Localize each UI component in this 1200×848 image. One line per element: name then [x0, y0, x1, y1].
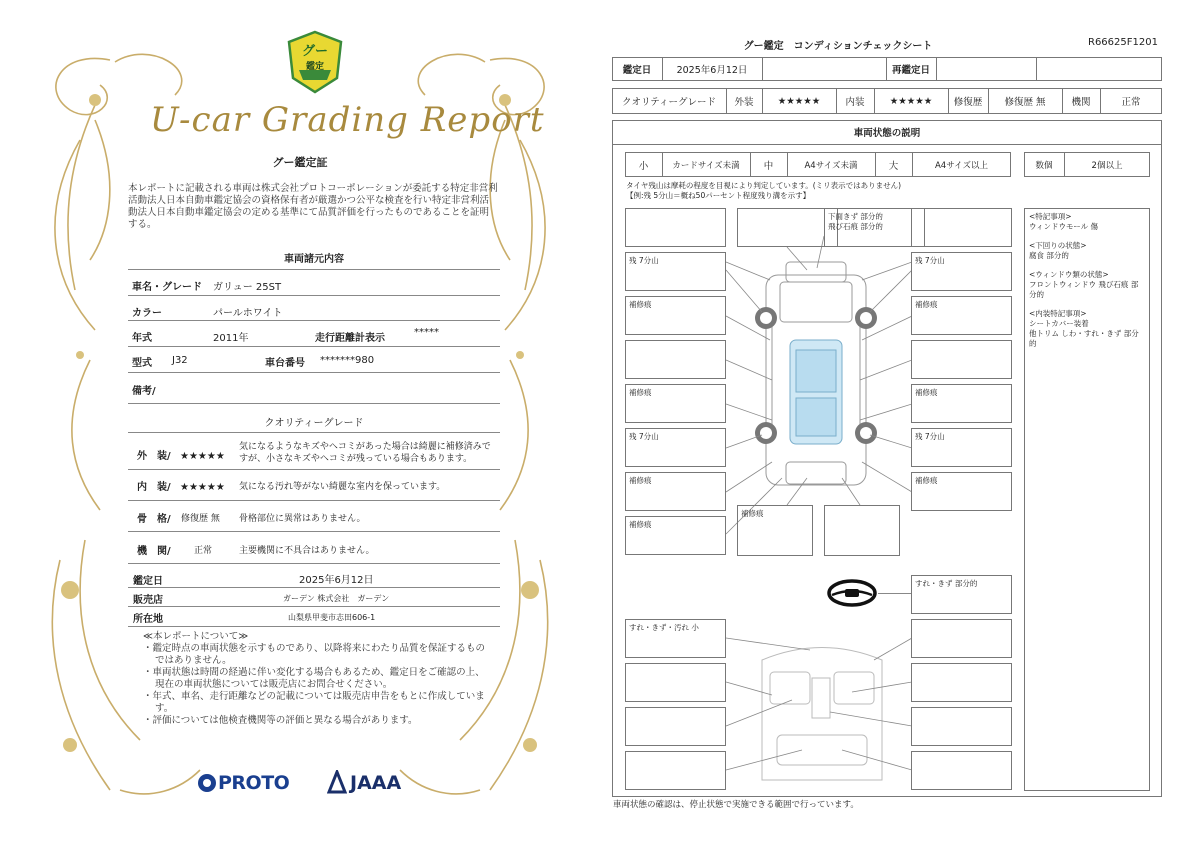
- condition-box: [625, 340, 726, 379]
- chassis-value: *******980: [320, 355, 375, 366]
- model-label: 型式: [132, 358, 152, 369]
- exterior-stars: ★★★★★: [180, 451, 225, 462]
- condition-box: [824, 505, 900, 556]
- sheet-id: R66625F1201: [1088, 37, 1158, 48]
- condition-box: 補修痕: [625, 472, 726, 511]
- note-heading: <下回りの状態>: [1029, 241, 1087, 250]
- condition-box: [625, 663, 726, 702]
- certificate-intro: 本レポートに記載される車両は株式会社プロトコーポレーションが委託する特定非営利活動法人日本自動車鑑定協会の資格保有者が厳選かつ公平な検査を行い特定非営利活動法人日本自動車鑑定協会の定める基準にて品質評価を行ったものであることを証明する。: [128, 183, 498, 230]
- proto-logo-icon: [196, 772, 218, 794]
- inspection-date-label: 鑑定日: [133, 576, 163, 587]
- note-heading: <ウィンドウ類の状態>: [1029, 270, 1109, 279]
- special-notes-panel: [1024, 208, 1150, 791]
- frame-value: 修復歴 無: [181, 514, 220, 524]
- frame-desc: 骨格部位に異常はありません。: [239, 514, 366, 524]
- condition-box: [625, 751, 726, 790]
- condition-box: 残 7分山: [911, 252, 1012, 291]
- badge-text-bottom: 鑑定: [305, 62, 324, 72]
- date-label: 鑑定日: [622, 65, 652, 76]
- note-line: 腐食 部分的: [1029, 251, 1069, 260]
- size-small-desc: カードサイズ未満: [672, 160, 740, 171]
- engine-label: 機関: [1071, 97, 1091, 108]
- jaaa-logo-icon: [327, 770, 347, 794]
- condition-box: [824, 208, 925, 247]
- condition-box: 補修痕: [911, 296, 1012, 335]
- mileage-value: *****: [414, 327, 439, 338]
- tire-note-1: タイヤ残山は摩耗の程度を目視により判定しています。(ミリ表示ではありません): [626, 181, 902, 190]
- mileage-label: 走行距離計表示: [315, 333, 385, 344]
- interior-stars: ★★★★★: [180, 482, 225, 493]
- frame-label: 骨 格/: [137, 514, 171, 525]
- condition-box: 補修痕: [625, 296, 726, 335]
- engine-desc: 主要機関に不具合はありません。: [239, 546, 375, 556]
- exterior-stars: ★★★★★: [777, 95, 821, 107]
- remarks-label: 備考/: [132, 386, 156, 397]
- note-heading: <特記事項>: [1029, 212, 1072, 221]
- box-text-line: 下面きず 部分的: [828, 212, 883, 221]
- condition-box: 補修痕: [737, 505, 813, 556]
- engine-label: 機 関/: [137, 546, 171, 557]
- sheet-title: グー鑑定 コンディションチェックシート: [743, 41, 933, 52]
- note-item: ・年式、車名、走行距離などの記載については販売店申告をもとに作成しています。: [143, 691, 485, 714]
- steering-wheel-icon: [826, 578, 878, 608]
- condition-box: すれ・きず 部分的: [911, 575, 1012, 614]
- size-small: 小: [638, 160, 649, 172]
- date-value: 2025年6月12日: [676, 65, 748, 76]
- exterior-label: 外 装/: [137, 451, 171, 462]
- tire-note-2: 【例:残 5分山＝概ね50パーセント程度残り溝を示す】: [626, 191, 811, 200]
- address-label: 所在地: [133, 614, 163, 625]
- inspection-date-value: 2025年6月12日: [299, 575, 374, 586]
- condition-box: 補修痕: [911, 472, 1012, 511]
- condition-box: [737, 208, 838, 247]
- exterior-desc: 気になるようなキズやヘコミがあった場合は綺麗に補修済みですが、小さなキズやヘコミが残っている場合もあります。: [239, 442, 491, 464]
- condition-box: [911, 619, 1012, 658]
- car-name-value: ガリュー 25ST: [213, 282, 282, 293]
- count-value: 2個以上: [1091, 160, 1123, 171]
- size-medium-desc: A4サイズ未満: [804, 160, 858, 171]
- notes-title: ≪本レポートについて≫: [143, 631, 249, 642]
- sheet-footer: 車両状態の確認は、停止状態で実施できる範囲で行っています。: [613, 800, 859, 810]
- quality-grade-label: クオリティーグレード: [621, 97, 717, 108]
- reinspect-value: [936, 57, 1036, 81]
- condition-box: [911, 340, 1012, 379]
- condition-box: 補修痕: [625, 516, 726, 555]
- note-item: ・車両状態は時間の経過に伴い変化する場合もあるため、鑑定日をご確認の上、現在の車両状態については販売店にお問合せください。: [143, 667, 485, 690]
- color-label: カラー: [132, 308, 162, 319]
- note-item: ・鑑定時点の車両状態を示すものであり、以降将来にわたり品質を保証するものではありません。: [143, 643, 486, 666]
- repair-history-value: 修復歴 無: [1004, 97, 1046, 108]
- spec-section-title: 車両諸元内容: [284, 254, 344, 265]
- car-name-label: 車名・グレード: [132, 282, 202, 293]
- condition-box: 補修痕: [911, 384, 1012, 423]
- interior-label: 内装: [845, 97, 865, 108]
- note-line: シートカバー装着: [1029, 319, 1089, 328]
- interior-label: 内 装/: [137, 482, 171, 493]
- reinspect-label: 再鑑定日: [891, 65, 930, 76]
- condition-box: すれ・きず・汚れ 小: [625, 619, 726, 658]
- badge-text-top: グー: [301, 44, 328, 59]
- model-value: J32: [172, 355, 188, 366]
- condition-box: [625, 208, 726, 247]
- condition-box: [911, 707, 1012, 746]
- year-value: 2011年: [213, 333, 249, 344]
- repair-history-label: 修復歴: [953, 97, 983, 108]
- interior-desc: 気になる汚れ等がない綺麗な室内を保っています。: [239, 482, 446, 492]
- note-item: ・評価については他検査機関等の評価と異なる場合があります。: [143, 715, 418, 726]
- condition-box: 残 7分山: [625, 252, 726, 291]
- chassis-label: 車台番号: [265, 358, 305, 369]
- note-line: フロントウィンドウ 飛び石痕 部分的: [1029, 280, 1139, 299]
- note-line: ウィンドウモール 傷: [1029, 222, 1098, 231]
- condition-box: [911, 208, 1012, 247]
- size-medium: 中: [763, 160, 774, 172]
- proto-logo: PROTO: [218, 772, 290, 794]
- engine-value: 正常: [1121, 97, 1141, 108]
- count-label: 数個: [1035, 160, 1053, 171]
- condition-box: [911, 751, 1012, 790]
- note-line: 他トリム しわ・すれ・きず 部分的: [1029, 329, 1139, 348]
- size-large-desc: A4サイズ以上: [934, 160, 989, 171]
- size-large: 大: [888, 160, 899, 172]
- condition-box: [625, 707, 726, 746]
- condition-title: 車両状態の説明: [853, 128, 921, 139]
- interior-stars: ★★★★★: [889, 95, 933, 107]
- condition-box: 残 7分山: [625, 428, 726, 467]
- quality-section-title: クオリティーグレード: [264, 418, 364, 429]
- report-notes: [143, 631, 493, 727]
- year-label: 年式: [132, 333, 152, 344]
- color-value: パールホワイト: [213, 308, 283, 319]
- dealer-label: 販売店: [133, 595, 163, 606]
- address-value: 山梨県甲斐市志田606-1: [288, 613, 376, 622]
- jaaa-logo: JAAA: [350, 772, 402, 794]
- report-title: U-car Grading Report: [150, 100, 545, 140]
- condition-box: [911, 663, 1012, 702]
- dealer-value: ガーデン 株式会社 ガーデン: [283, 594, 390, 603]
- note-heading: <内装特記事項>: [1029, 309, 1087, 318]
- certificate-title: グー鑑定証: [272, 156, 328, 169]
- box-text-line: 飛び石痕 部分的: [828, 222, 883, 231]
- exterior-label: 外装: [734, 97, 754, 108]
- condition-box: 補修痕: [625, 384, 726, 423]
- condition-box: 残 7分山: [911, 428, 1012, 467]
- engine-value: 正常: [194, 546, 213, 556]
